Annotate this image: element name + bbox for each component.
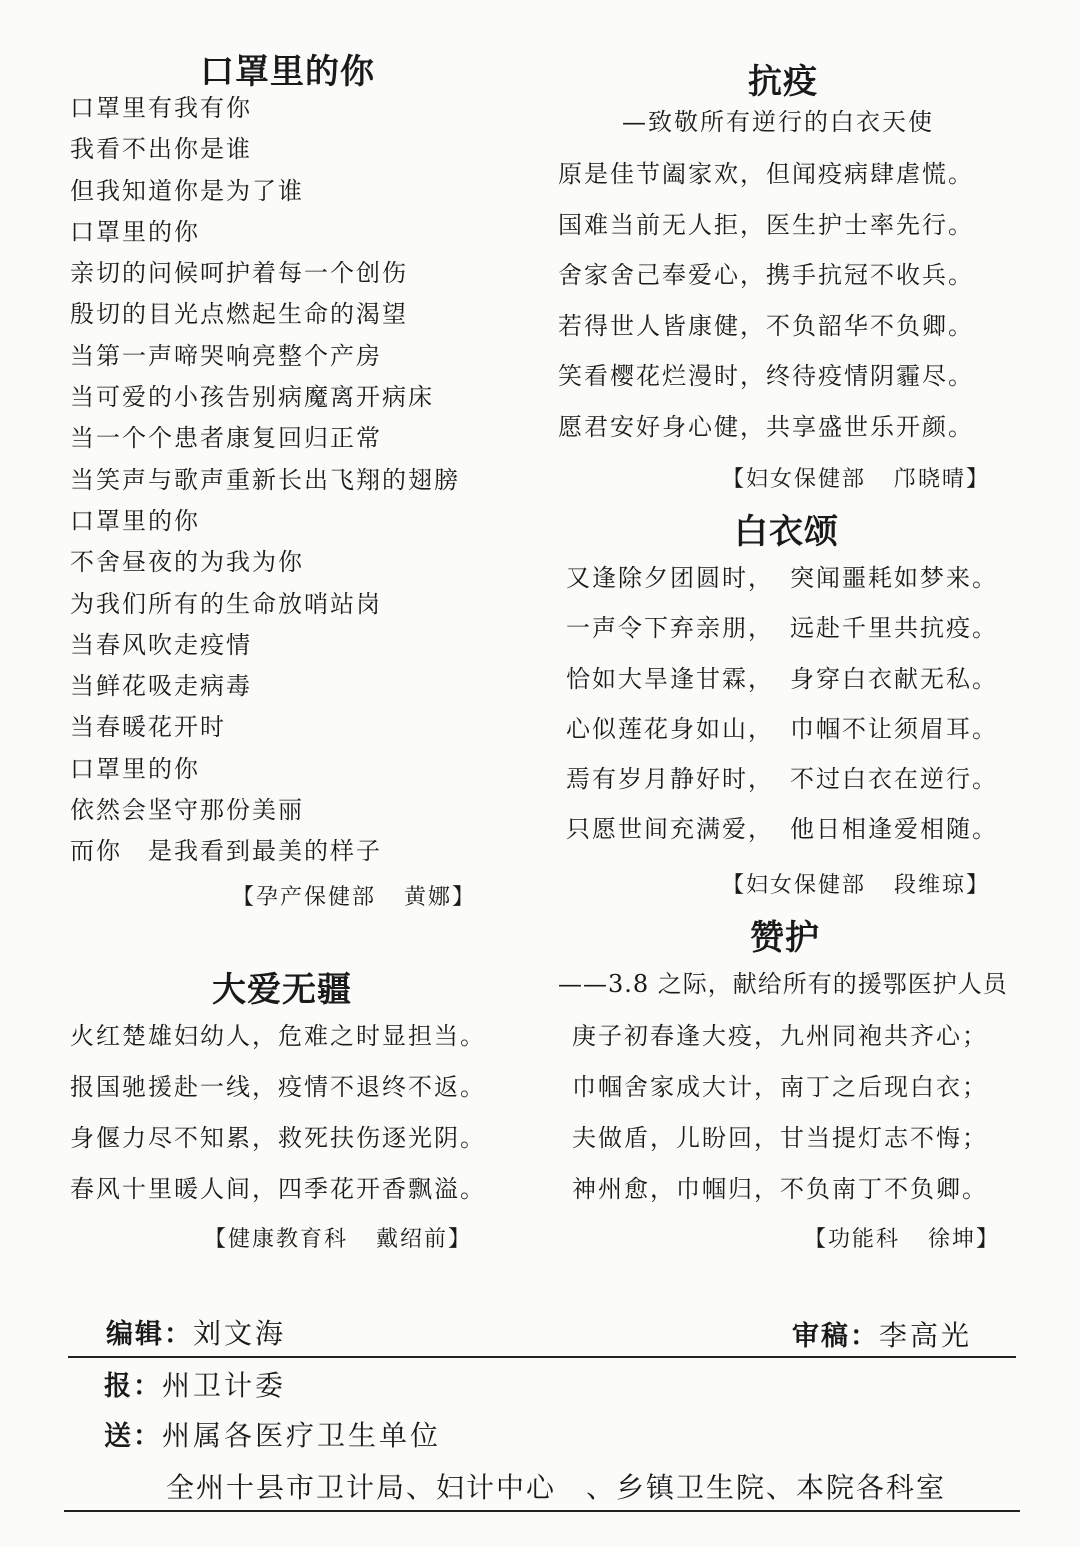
bracket-close: 】 <box>966 873 991 898</box>
poem2-line: 愿君安好身心健，共享盛世乐开颜。 <box>558 412 974 441</box>
poem2-dept: 妇女保健部 <box>746 467 867 492</box>
poem5-line: 神州愈，巾帼归，不负南丁不负卿。 <box>572 1175 988 1203</box>
poem3-line-part: 远赴千里共抗疫。 <box>790 614 998 643</box>
footer-bottom-rule <box>64 1510 1020 1512</box>
bracket-open: 【 <box>722 467 747 492</box>
report-line <box>104 1364 286 1404</box>
poem5-signature <box>804 1222 1000 1253</box>
poem4-line: 身偃力尽不知累，救死扶伤逐光阴。 <box>70 1124 486 1152</box>
poem1-dept: 孕产保健部 <box>256 885 377 910</box>
poem4-line: 春风十里暖人间，四季花开香飘溢。 <box>70 1175 486 1203</box>
poem4-lines <box>70 1024 486 1228</box>
bracket-close: 】 <box>976 1227 1001 1252</box>
poem1-line: 为我们所有的生命放哨站岗 <box>70 589 382 618</box>
editor-line <box>106 1312 286 1352</box>
poem1-line: 口罩里的你 <box>70 506 200 535</box>
poem3-line-part: 巾帼不让须眉耳。 <box>790 714 998 743</box>
poem1-author: 黄娜 <box>404 885 453 910</box>
poem3-line-part: 不过白衣在逆行。 <box>790 765 998 794</box>
poem4-line: 报国驰援赴一线，疫情不退终不返。 <box>70 1073 486 1101</box>
poem5-author: 徐坤 <box>928 1227 977 1252</box>
poem1-line: 而你 是我看到最美的样子 <box>70 837 382 866</box>
bracket-open: 【 <box>804 1227 829 1252</box>
poem4-title: 大爱无疆 <box>212 970 352 1010</box>
poem3-lines <box>566 566 998 868</box>
poem1-signature <box>232 880 476 911</box>
poem5-line: 庚子初春逢大疫，九州同袍共齐心； <box>572 1022 988 1050</box>
send-value-2: 全州十县市卫计局、妇计中心 、乡镇卫生院、本院各科室 <box>166 1471 947 1504</box>
send-line <box>104 1414 441 1454</box>
poem3-signature <box>722 868 990 899</box>
poem1-line: 当一个个患者康复回归正常 <box>70 424 382 453</box>
footer-top-rule <box>68 1356 1016 1358</box>
poem1-line: 口罩里的你 <box>70 754 200 783</box>
bracket-close: 】 <box>448 1227 473 1252</box>
poem1-line: 口罩里的你 <box>70 217 200 246</box>
poem4-dept: 健康教育科 <box>228 1227 349 1252</box>
poem3-line-part: 又逢除夕团圆时， <box>566 564 774 592</box>
poem5-subtitle: ——3.8 之际，献给所有的援鄂医护人员 <box>558 970 1008 998</box>
poem5-title: 赞护 <box>750 918 820 958</box>
poem1-line: 口罩里有我有你 <box>70 94 252 122</box>
poem5-line: 夫做盾，儿盼回，甘当提灯志不悔； <box>572 1124 988 1152</box>
bracket-open: 【 <box>722 873 747 898</box>
send-label: 送： <box>104 1421 162 1452</box>
poem2-title: 抗疫 <box>748 62 818 102</box>
send-value: 州属各医疗卫生单位 <box>162 1419 442 1452</box>
poem1-line: 殷切的目光点燃起生命的渴望 <box>70 300 408 329</box>
poem3-line <box>566 817 998 867</box>
poem3-line-part: 恰如大旱逢甘霖， <box>566 664 774 693</box>
reviewer-line <box>792 1314 972 1354</box>
poem5-line: 巾帼舍家成大计，南丁之后现白衣； <box>572 1073 988 1101</box>
poem3-author: 段维琼 <box>894 873 967 898</box>
poem4-line: 火红楚雄妇幼人，危难之时显担当。 <box>70 1022 486 1050</box>
poem5-lines <box>572 1024 988 1228</box>
reviewer-label: 审稿： <box>792 1321 879 1352</box>
bracket-open: 【 <box>204 1227 229 1252</box>
poem2-line: 原是佳节阖家欢，但闻疫病肆虐慌。 <box>558 160 974 188</box>
editor-label: 编辑： <box>106 1319 193 1350</box>
poem3-line-part: 心似莲花身如山， <box>566 714 774 743</box>
bracket-close: 】 <box>452 885 477 910</box>
poem1-line: 当鲜花吸走病毒 <box>70 672 252 701</box>
poem2-lines <box>558 162 974 465</box>
poem3-title: 白衣颂 <box>734 512 839 552</box>
poem5-dept: 功能科 <box>828 1227 901 1252</box>
poem3-line <box>566 767 998 817</box>
poem1-line: 但我知道你是为了谁 <box>70 176 304 205</box>
poem3-line <box>566 566 998 616</box>
poem1-line: 依然会坚守那份美丽 <box>70 796 304 825</box>
poem2-author: 邝晓晴 <box>894 467 967 492</box>
poem1-line: 当笑声与歌声重新长出飞翔的翅膀 <box>70 465 460 494</box>
bracket-close: 】 <box>966 467 991 492</box>
poem1-line: 我看不出你是谁 <box>70 135 252 164</box>
poem2-line: 笑看樱花烂漫时，终待疫情阴霾尽。 <box>558 362 974 390</box>
poem2-line: 国难当前无人拒，医生护士率先行。 <box>558 210 974 239</box>
report-label: 报： <box>104 1371 162 1402</box>
poem3-dept: 妇女保健部 <box>746 873 867 898</box>
poem1-line: 当春暖花开时 <box>70 713 226 742</box>
poem1-line: 不舍昼夜的为我为你 <box>70 548 304 577</box>
poem1-line: 当可爱的小孩告别病魔离开病床 <box>70 383 434 412</box>
poem1-line: 当春风吹走疫情 <box>70 630 252 659</box>
reviewer-name: 李高光 <box>879 1319 973 1352</box>
poem1-line: 亲切的问候呵护着每一个创伤 <box>70 259 408 288</box>
poem3-line-part: 一声令下弃亲朋， <box>566 614 774 643</box>
poem1-title: 口罩里的你 <box>200 52 375 92</box>
poem1-line: 当第一声啼哭响亮整个产房 <box>70 341 382 370</box>
poem3-line-part: 焉有岁月静好时， <box>566 765 774 794</box>
poem3-line-part: 突闻噩耗如梦来。 <box>790 564 998 592</box>
bracket-open: 【 <box>232 885 257 910</box>
poem3-line <box>566 714 998 767</box>
poem2-signature <box>722 462 990 493</box>
poem2-line: 舍家舍己奉爱心，携手抗冠不收兵。 <box>558 261 974 289</box>
poem3-line <box>566 664 998 717</box>
poem3-line-part: 他日相逢爱相随。 <box>790 815 998 844</box>
poem3-line-part: 只愿世间充满爱， <box>566 815 774 844</box>
poem4-signature <box>204 1222 472 1253</box>
report-value: 州卫计委 <box>162 1369 287 1402</box>
poem4-author: 戴绍前 <box>376 1227 449 1252</box>
poem3-line <box>566 616 998 666</box>
poem2-line: 若得世人皆康健，不负韶华不负卿。 <box>558 311 974 340</box>
poem2-subtitle: —致敬所有逆行的白衣天使 <box>622 108 934 136</box>
poem1-lines <box>70 96 460 881</box>
poem3-line-part: 身穿白衣献无私。 <box>790 664 998 693</box>
editor-name: 刘文海 <box>193 1317 287 1350</box>
